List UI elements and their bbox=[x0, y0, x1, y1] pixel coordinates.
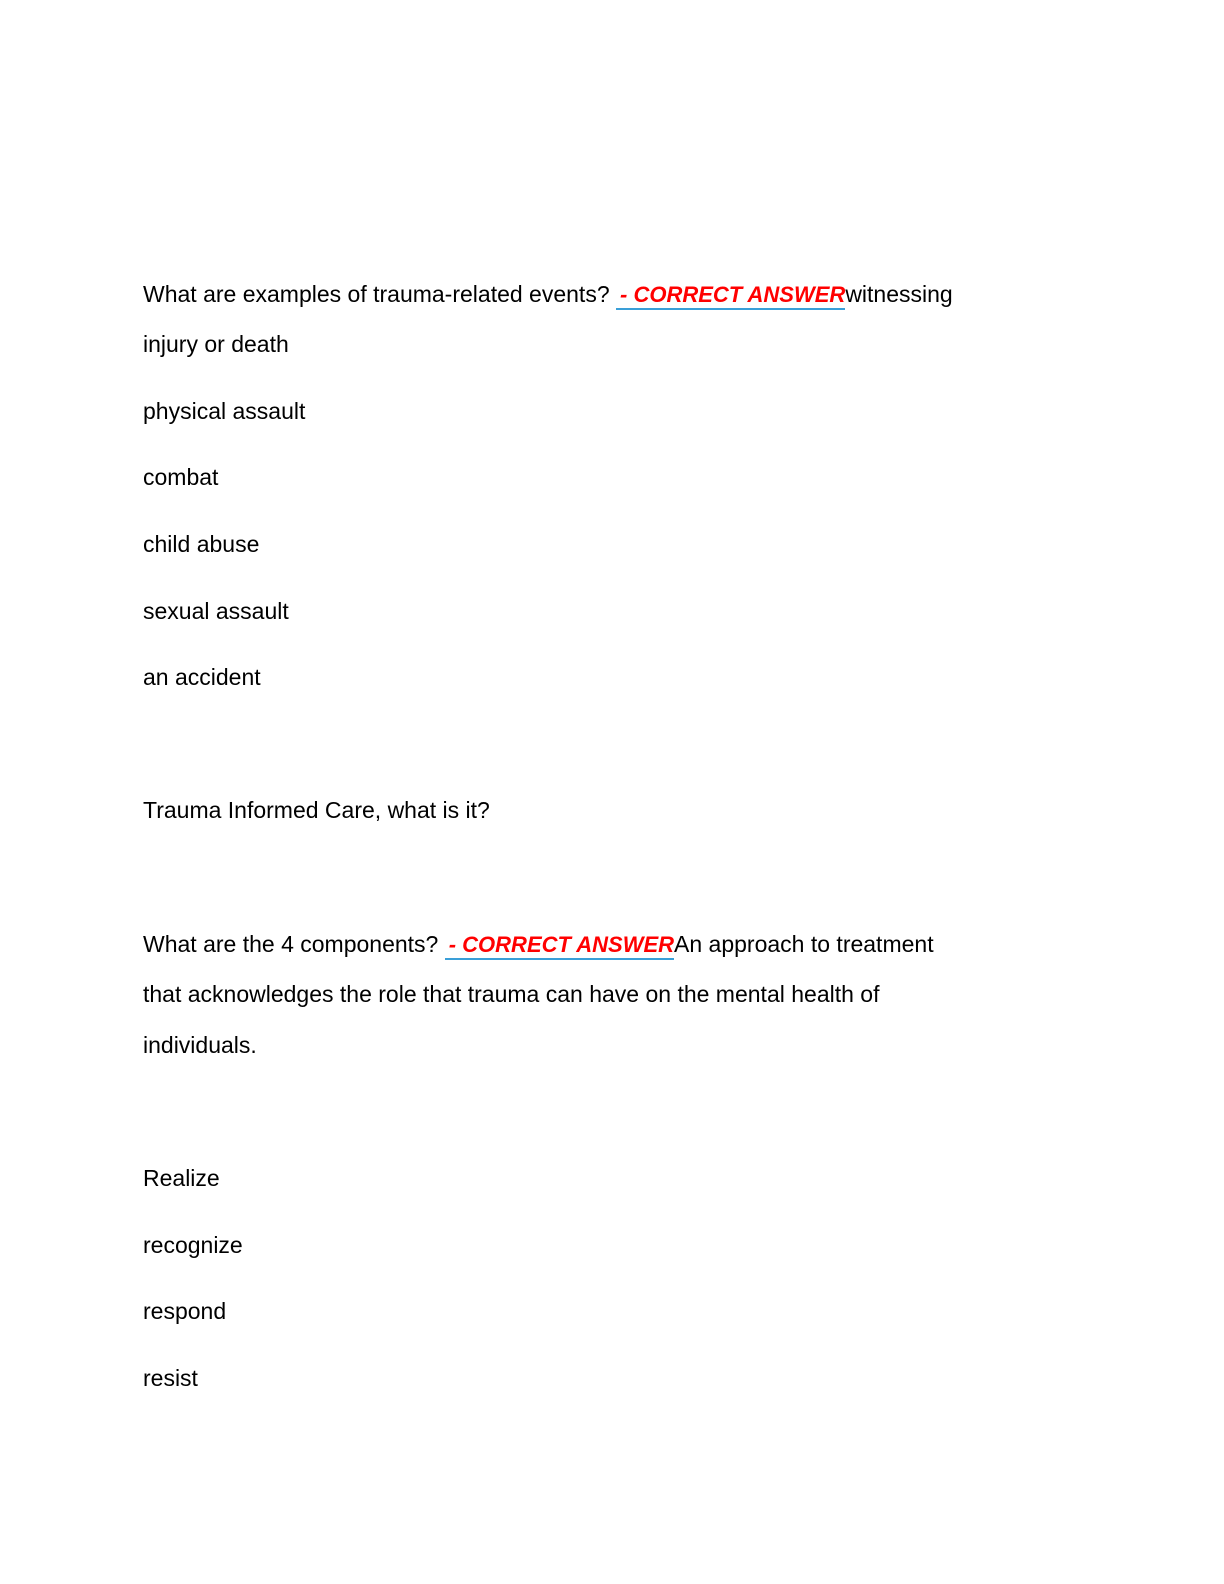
answer-3-line-2: that acknowledges the role that trauma can have on the mental health of bbox=[143, 981, 880, 1007]
list-item: an accident bbox=[143, 664, 261, 690]
answer-1-continuation: injury or death bbox=[143, 331, 289, 357]
correct-answer-marker: - CORRECT ANSWER bbox=[616, 283, 845, 310]
list-item: sexual assault bbox=[143, 598, 289, 624]
list-item: combat bbox=[143, 464, 219, 490]
question-1-line bbox=[143, 280, 953, 310]
question-1-text: What are examples of trauma-related events? bbox=[143, 281, 610, 307]
list-item: Realize bbox=[143, 1165, 220, 1191]
question-2-text: Trauma Informed Care, what is it? bbox=[143, 797, 490, 823]
answer-3-start: An approach to treatment bbox=[674, 931, 934, 957]
list-item: recognize bbox=[143, 1232, 243, 1258]
list-item: physical assault bbox=[143, 398, 306, 424]
list-item: child abuse bbox=[143, 531, 260, 557]
list-item: respond bbox=[143, 1298, 227, 1324]
answer-3-line-3: individuals. bbox=[143, 1032, 257, 1058]
list-item: resist bbox=[143, 1365, 198, 1391]
answer-1-start: witnessing bbox=[845, 281, 953, 307]
correct-answer-marker: - CORRECT ANSWER bbox=[445, 933, 674, 960]
question-3-text: What are the 4 components? bbox=[143, 931, 439, 957]
question-3-line bbox=[143, 930, 934, 960]
